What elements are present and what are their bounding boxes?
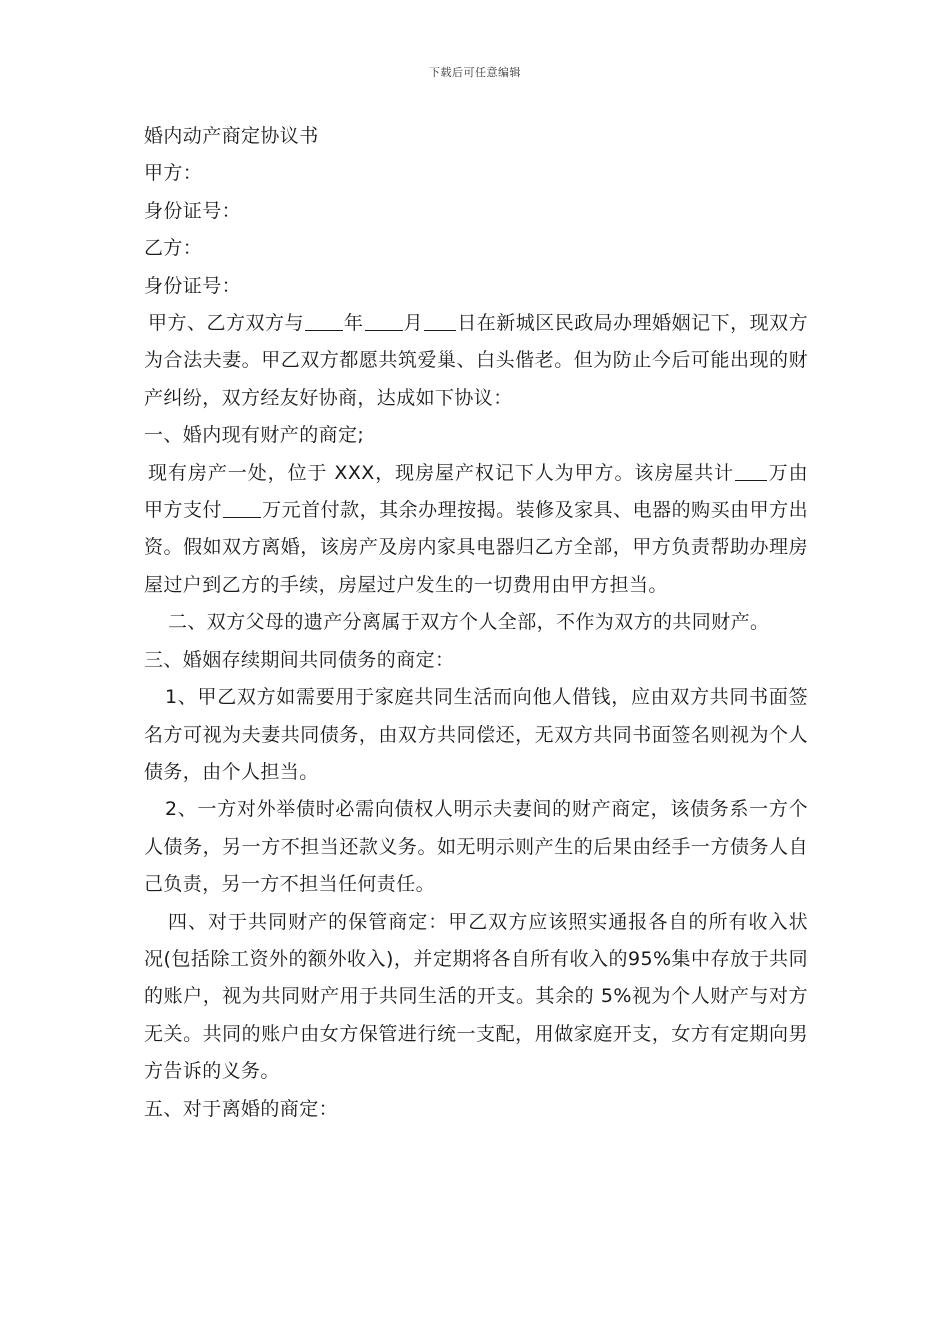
section2-paragraph: 二、双方父母的遗产分离属于双方个人全部，不作为双方的共同财产。 [168, 611, 770, 634]
down-payment-blank [223, 498, 261, 518]
day-blank [424, 311, 456, 331]
section3-item2: 2、一方对外举债时必需向债权人明示夫妻间的财产商定，该债务系一方个人债务，另一方不担当还款义务。如无明示则产生的后果由经手一方债务人自己负责，另一方不担当任何责任。 [144, 798, 808, 896]
page-header: 下载后可任意编辑 [429, 66, 521, 79]
section1-text-2: 万由甲方支付 [144, 461, 808, 522]
total-amount-blank [735, 461, 767, 481]
party-a-id-label: 身份证号： [144, 199, 242, 222]
section4-paragraph: 四、对于共同财产的保管商定：甲乙双方应该照实通报各自的所有收入状况(包括除工资外的额外收入)，并定期将各自所有收入的95%集中存放于共同的账户，视为共同财产用于共同生活的开支。其余的 5%视为个人财产与对方无关。共同的账户由女方保管进行统一支配，用做家庭开支，女方有定期向男方告诉的义务。 [144, 910, 808, 1083]
intro-text-2: 年 [343, 312, 364, 335]
month-blank [365, 311, 403, 331]
section1-text-1: 现有房产一处，位于 XXX，现房屋产权记下人为甲方。该房屋共计 [148, 461, 735, 484]
intro-paragraph [144, 305, 808, 417]
section1-text-3: 万元首付款，其余办理按揭。装修及家具、电器的购买由甲方出资。假如双方离婚，该房产及房内家具电器归乙方全部，甲方负责帮助办理房屋过户到乙方的手续，房屋过户发生的一切费用由甲方担当。 [144, 499, 808, 596]
section3-item1: 1、甲乙双方如需要用于家庭共同生活而向他人借钱，应由双方共同书面签名方可视为夫妻共同债务，由双方共同偿还，无双方共同书面签名则视为个人债务，由个人担当。 [144, 686, 808, 783]
intro-text-1: 甲方、乙方双方与 [148, 312, 304, 335]
party-a-label: 甲方： [144, 162, 203, 185]
intro-text-4: 日在新城区民政局办理婚姻记下，现双方为合法夫妻。甲乙双方都愿共筑爱巢、白头偕老。但为防止今后可能出现的财产纠纷，双方经友好协商，达成如下协议： [144, 312, 809, 409]
party-b-id-label: 身份证号： [144, 274, 242, 297]
document-body [144, 118, 808, 1128]
intro-text-3: 月 [403, 312, 424, 335]
year-blank [305, 311, 343, 331]
document-title: 婚内动产商定协议书 [144, 125, 319, 147]
section5-heading: 五、对于离婚的商定： [144, 1097, 339, 1120]
section1-body [144, 455, 808, 605]
section3-heading: 三、婚姻存续期间共同债务的商定： [144, 648, 455, 671]
party-b-label: 乙方： [144, 237, 203, 260]
section1-heading: 一、婚内现有财产的商定; [144, 424, 365, 447]
